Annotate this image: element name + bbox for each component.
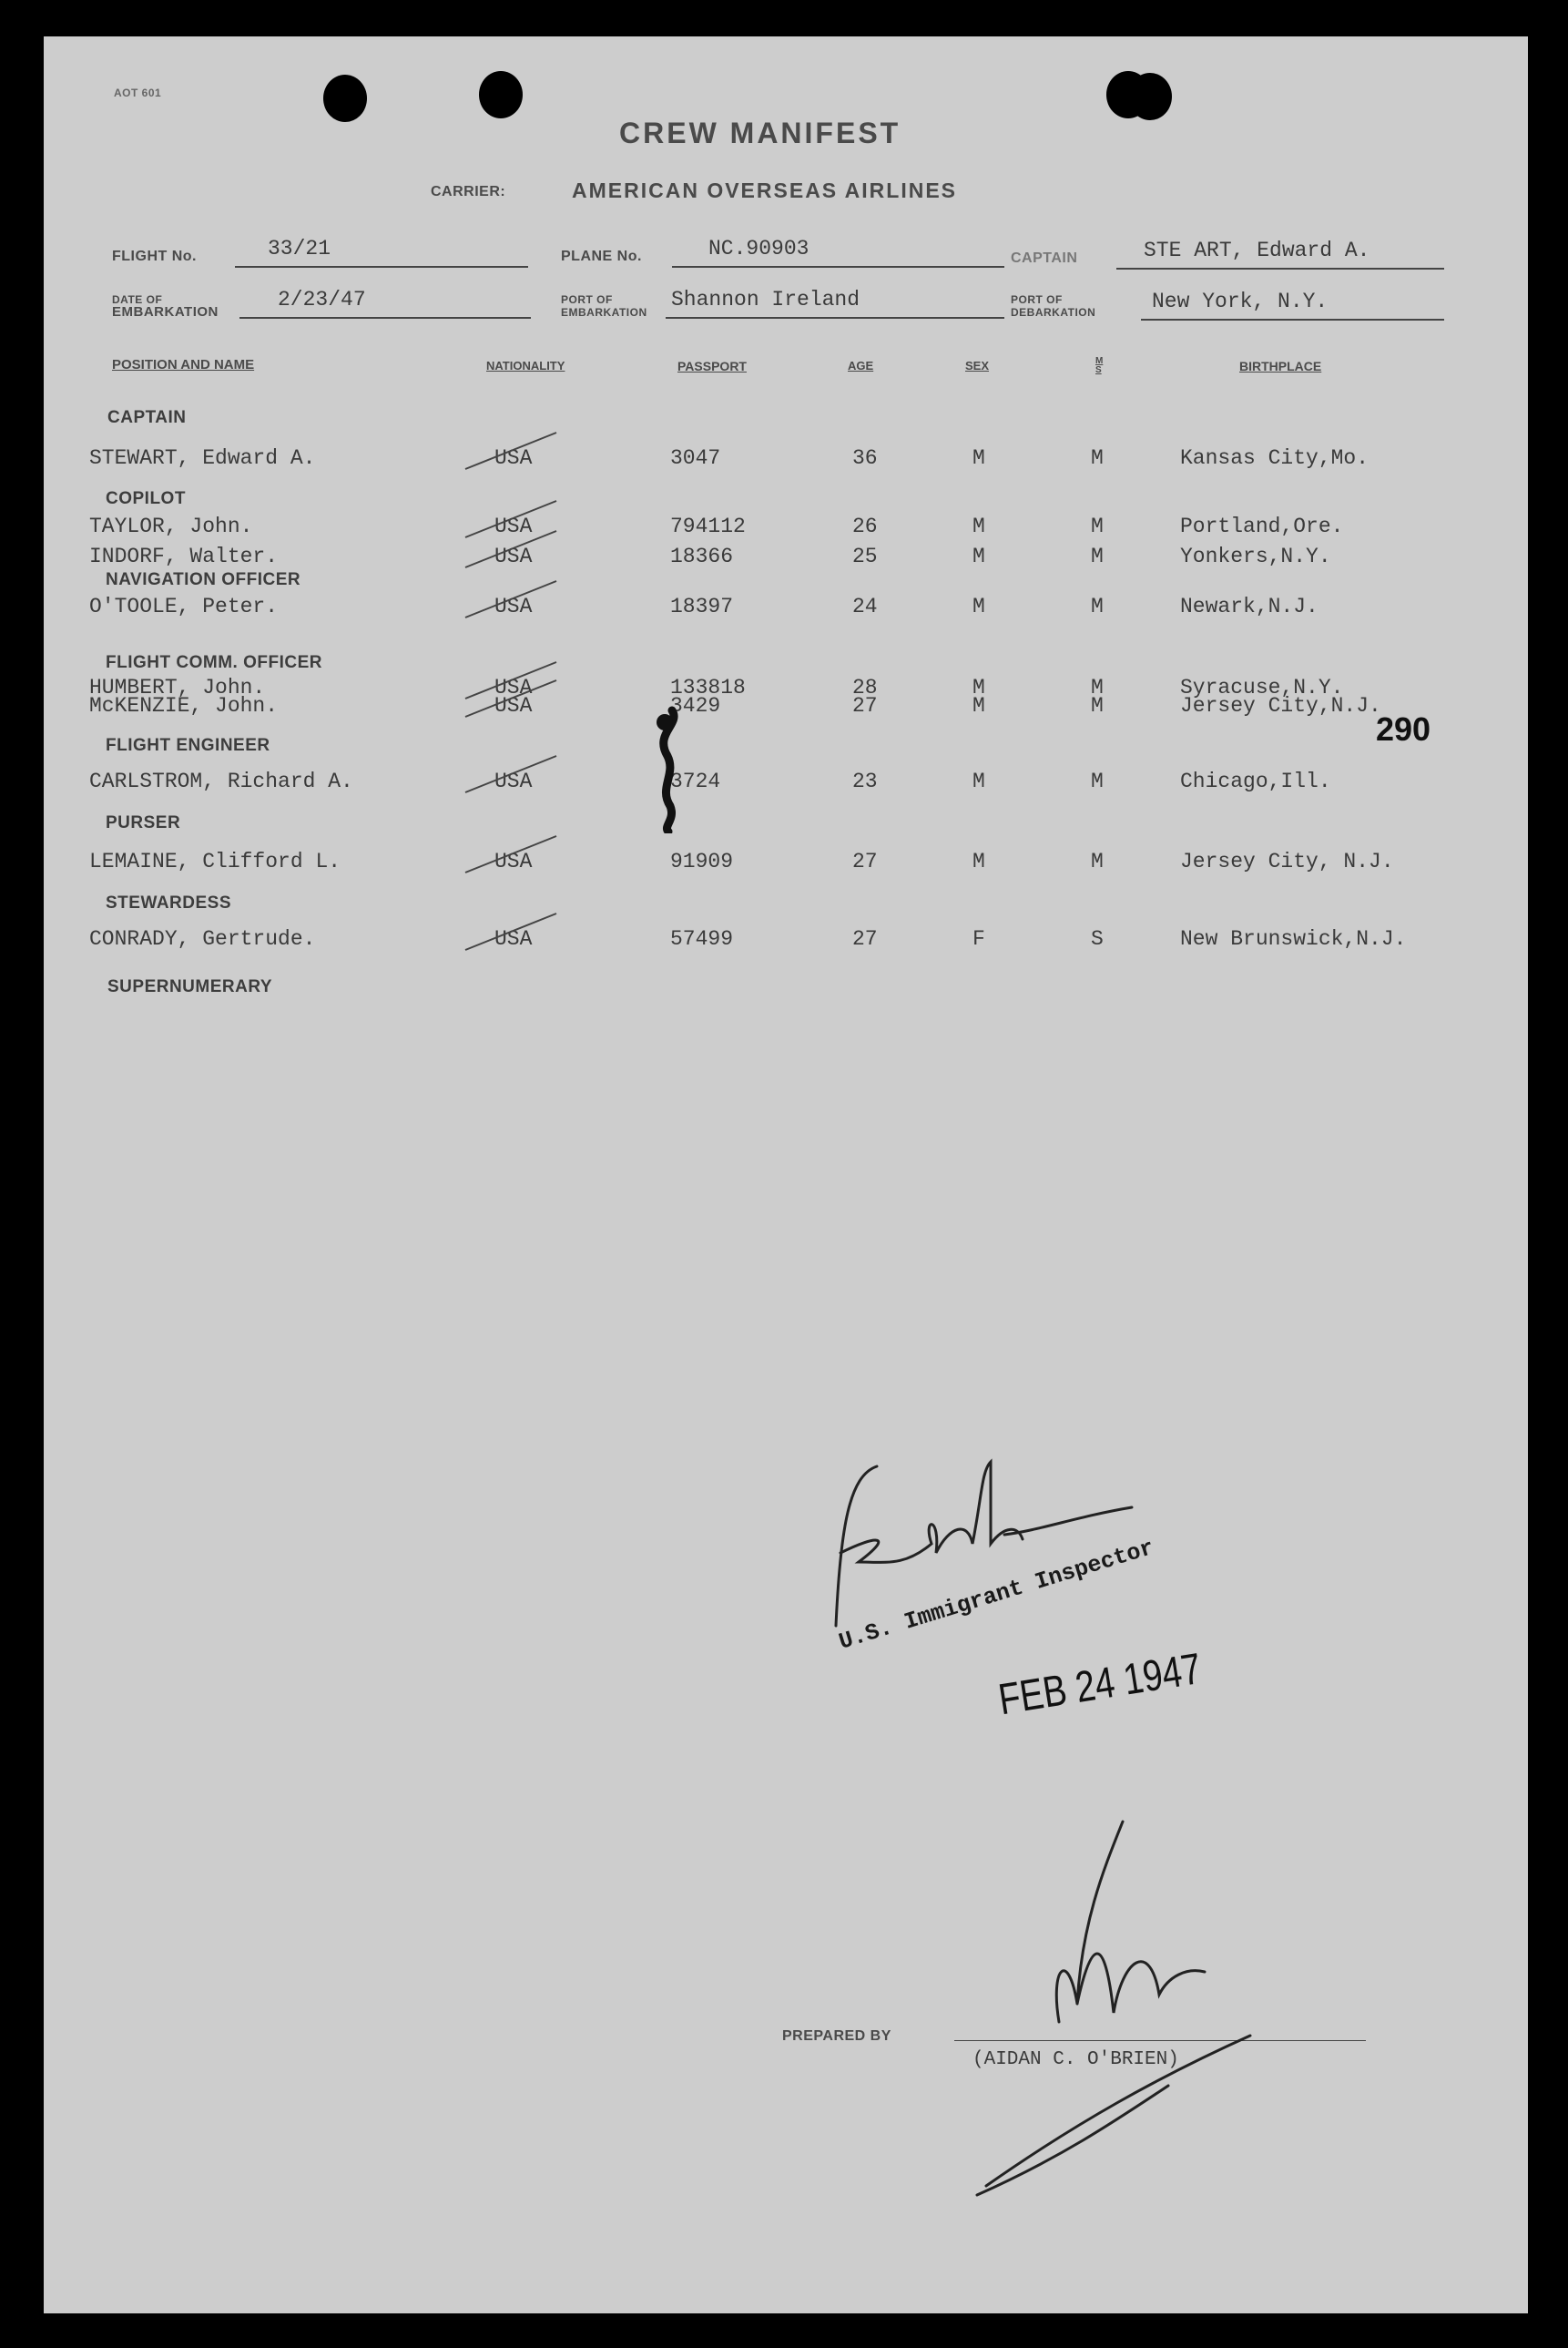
crew-sex: M	[972, 515, 985, 538]
crew-age: 24	[852, 595, 878, 618]
crew-role: FLIGHT COMM. OFFICER	[106, 653, 322, 672]
crew-nationality: USA	[494, 850, 533, 873]
carrier-label: CARRIER:	[431, 184, 506, 199]
crew-passport: 794112	[670, 515, 746, 538]
col-sex: SEX	[965, 359, 990, 373]
date-value: 2/23/47	[278, 288, 366, 311]
crew-birthplace: Yonkers,N.Y.	[1180, 545, 1331, 568]
crew-passport: 57499	[670, 927, 734, 951]
crew-nationality: USA	[494, 927, 533, 951]
date-of-embarkation-label	[112, 293, 219, 319]
crew-nationality: USA	[494, 446, 533, 470]
crew-role: PURSER	[106, 813, 181, 832]
crew-role: CAPTAIN	[107, 408, 187, 427]
document-page	[44, 36, 1528, 2313]
preparer-signature	[895, 1812, 1305, 2222]
stamp-number: 290	[1376, 710, 1431, 748]
crew-nationality: USA	[494, 676, 533, 699]
crew-age: 26	[852, 515, 878, 538]
crew-passport: 18366	[670, 545, 734, 568]
crew-marital: M	[1091, 694, 1104, 718]
stamp-date: FEB 24 1947	[995, 1644, 1205, 1725]
crew-birthplace: Jersey City,N.J.	[1180, 694, 1381, 718]
crew-passport: 133818	[670, 676, 746, 699]
check-mark	[461, 676, 561, 721]
crew-name: LEMAINE, Clifford L.	[89, 850, 341, 873]
col-passport: PASSPORT	[677, 359, 747, 373]
crew-age: 23	[852, 770, 878, 793]
crew-sex: M	[972, 595, 985, 618]
date-label-line-2: EMBARKATION	[112, 304, 219, 320]
crew-name: CONRADY, Gertrude.	[89, 927, 316, 951]
flight-no-field	[235, 235, 528, 268]
crew-birthplace: Portland,Ore.	[1180, 515, 1344, 538]
crew-sex: M	[972, 446, 985, 470]
crew-name: CARLSTROM, Richard A.	[89, 770, 353, 793]
plane-no-field	[672, 235, 1004, 268]
port-of-debarkation-field	[1141, 288, 1444, 321]
check-mark	[461, 832, 561, 877]
crew-marital: M	[1091, 595, 1104, 618]
crew-role: STEWARDESS	[106, 893, 232, 913]
crew-marital: M	[1091, 545, 1104, 568]
crew-name: INDORF, Walter.	[89, 545, 279, 568]
crew-nationality: USA	[494, 694, 533, 718]
crew-passport: 91909	[670, 850, 734, 873]
crew-age: 25	[852, 545, 878, 568]
crew-nationality: USA	[494, 595, 533, 618]
punch-hole	[1128, 73, 1172, 120]
crew-age: 27	[852, 927, 878, 951]
inspector-stamp: U.S. Immigrant Inspector	[836, 1534, 1157, 1656]
port-deb-value: New York, N.Y.	[1152, 290, 1329, 313]
crew-marital: M	[1091, 770, 1104, 793]
crew-role: NAVIGATION OFFICER	[106, 570, 301, 589]
flight-no-value: 33/21	[268, 237, 331, 260]
port-deb-label-line-1: PORT OF	[1011, 293, 1063, 306]
crew-passport: 3724	[670, 770, 721, 793]
port-emb-label-line-2: EMBARKATION	[561, 306, 647, 319]
crew-passport: 3047	[670, 446, 721, 470]
crew-sex: M	[972, 676, 985, 699]
col-age: AGE	[848, 359, 874, 373]
crew-birthplace: Syracuse,N.Y.	[1180, 676, 1344, 699]
crew-sex: M	[972, 694, 985, 718]
col-birthplace: BIRTHPLACE	[1239, 359, 1322, 373]
crew-role: SUPERNUMERARY	[107, 977, 273, 996]
captain-field	[1116, 237, 1444, 270]
captain-value: STE ART, Edward A.	[1144, 239, 1370, 262]
port-emb-label-line-1: PORT OF	[561, 293, 613, 306]
crew-age: 27	[852, 850, 878, 873]
crew-name: McKENZIE, John.	[89, 694, 279, 718]
port-of-embarkation-field	[666, 286, 1004, 319]
prepared-by-label: PREPARED BY	[782, 2028, 891, 2044]
port-deb-label-line-2: DEBARKATION	[1011, 306, 1096, 319]
crew-sex: M	[972, 850, 985, 873]
crew-age: 36	[852, 446, 878, 470]
carrier-name: AMERICAN OVERSEAS AIRLINES	[572, 179, 958, 202]
port-emb-value: Shannon Ireland	[671, 288, 860, 311]
check-mark	[461, 526, 561, 572]
port-of-embarkation-label	[561, 293, 647, 319]
plane-no-value: NC.90903	[708, 237, 809, 260]
crew-sex: M	[972, 545, 985, 568]
form-number: AOT 601	[114, 87, 162, 99]
crew-marital: S	[1091, 927, 1104, 951]
date-field	[239, 286, 531, 319]
crew-birthplace: Jersey City, N.J.	[1180, 850, 1394, 873]
crew-marital: M	[1091, 676, 1104, 699]
date-label-line-1: DATE OF	[112, 293, 163, 306]
document-title: CREW MANIFEST	[619, 117, 901, 149]
check-mark	[461, 751, 561, 797]
crew-birthplace: Kansas City,Mo.	[1180, 446, 1369, 470]
ink-smudge	[645, 706, 699, 833]
crew-sex: F	[972, 927, 985, 951]
crew-nationality: USA	[494, 545, 533, 568]
check-mark	[461, 428, 561, 474]
prepared-by-name: (AIDAN C. O'BRIEN)	[972, 2049, 1179, 2070]
col-nationality: NATIONALITY	[486, 359, 565, 373]
crew-marital: M	[1091, 850, 1104, 873]
crew-nationality: USA	[494, 770, 533, 793]
crew-marital: M	[1091, 515, 1104, 538]
flight-no-label: FLIGHT No.	[112, 249, 197, 264]
crew-role: COPILOT	[106, 489, 186, 508]
crew-sex: M	[972, 770, 985, 793]
punch-hole	[323, 75, 367, 122]
col-position-and-name: POSITION AND NAME	[112, 357, 255, 373]
port-of-debarkation-label	[1011, 293, 1095, 319]
crew-name: TAYLOR, John.	[89, 515, 253, 538]
crew-passport: 18397	[670, 595, 734, 618]
check-mark	[461, 909, 561, 955]
captain-label: CAPTAIN	[1011, 250, 1078, 266]
crew-name: HUMBERT, John.	[89, 676, 266, 699]
crew-age: 27	[852, 694, 878, 718]
crew-role: FLIGHT ENGINEER	[106, 736, 270, 755]
crew-nationality: USA	[494, 515, 533, 538]
check-mark	[461, 577, 561, 622]
punch-hole	[479, 71, 523, 118]
crew-age: 28	[852, 676, 878, 699]
crew-name: O'TOOLE, Peter.	[89, 595, 279, 618]
col-marital-status: M S	[1095, 356, 1104, 375]
crew-name: STEWART, Edward A.	[89, 446, 316, 470]
crew-birthplace: Chicago,Ill.	[1180, 770, 1331, 793]
crew-birthplace: New Brunswick,N.J.	[1180, 927, 1407, 951]
plane-no-label: PLANE No.	[561, 249, 642, 264]
crew-marital: M	[1091, 446, 1104, 470]
crew-passport: 3429	[670, 694, 721, 718]
crew-birthplace: Newark,N.J.	[1180, 595, 1319, 618]
